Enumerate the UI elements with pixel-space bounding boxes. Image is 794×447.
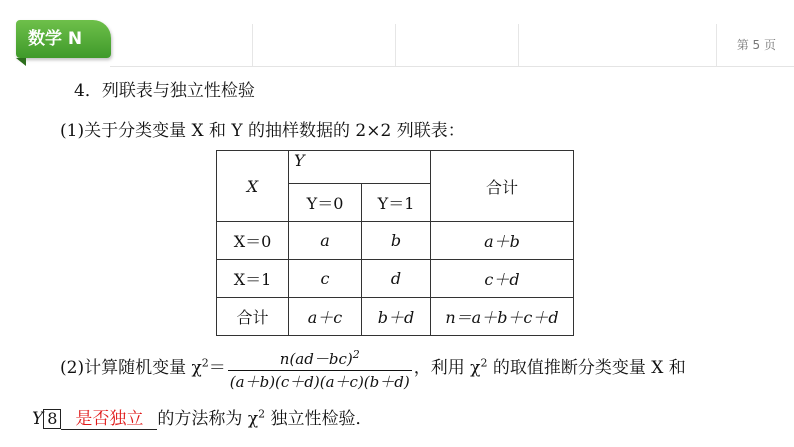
variable-y: Y [32,409,44,429]
header-separator [518,24,519,66]
formula-line [60,344,686,393]
table-cell: b＋d [362,298,431,336]
conclusion-text: 的方法称为 χ [157,409,259,429]
fraction-numerator [228,344,412,371]
conclusion-sup: 2 [258,407,266,421]
row-label: 合计 [217,298,289,336]
section-heading: 4．列联表与独立性检验 [74,81,255,101]
subject-label: 数学 N [28,29,83,49]
table-cell: n＝a＋b＋c＋d [431,298,574,336]
formula-suffix: ，利用 χ [413,358,481,378]
tab-fold-decoration [16,58,26,66]
formula-suffix-sup: 2 [480,356,488,370]
page-number: 第 5 页 [736,38,776,52]
table-cell: d [362,260,431,298]
table-x-header: X [217,151,289,222]
header-separator [716,24,717,66]
chi-square-fraction [228,344,412,393]
formula-sup: 2 [201,356,209,370]
conclusion-line [32,404,373,430]
row-label: X＝1 [217,260,289,298]
header-underline [110,66,794,67]
table-row [217,222,574,260]
table-total-header: 合计 [431,151,574,222]
answer-blank[interactable]: 是否独立 [61,409,157,430]
table-cell: c＋d [431,260,574,298]
numerator-sup: 2 [352,348,360,361]
header-separator [395,24,396,66]
contingency-table [216,150,574,336]
table-subheader: Y＝1 [362,184,431,222]
table-cell: a [289,222,362,260]
table-row [217,298,574,336]
top-bar [0,0,794,66]
conclusion-text-end: 独立性检验． [265,409,373,429]
subject-tab[interactable] [16,20,111,58]
table-cell: a＋c [289,298,362,336]
table-cell: a＋b [431,222,574,260]
header-separator [252,24,253,66]
table-cell: c [289,260,362,298]
table-y-header: Y [289,151,431,184]
table-cell: b [362,222,431,260]
intro-text: (1)关于分类变量 X 和 Y 的抽样数据的 2×2 列联表： [60,121,465,141]
formula-equals: ＝ [208,358,226,378]
numerator-text: n(ad－bc) [279,350,353,368]
row-label: X＝0 [217,222,289,260]
formula-prefix: (2)计算随机变量 χ [60,358,202,378]
table-row [217,260,574,298]
fraction-denominator: (a＋b)(c＋d)(a＋c)(b＋d) [229,373,410,391]
formula-suffix-text: 的取值推断分类变量 X 和 [487,358,686,378]
blank-number-box: 8 [43,409,61,429]
table-subheader: Y＝0 [289,184,362,222]
